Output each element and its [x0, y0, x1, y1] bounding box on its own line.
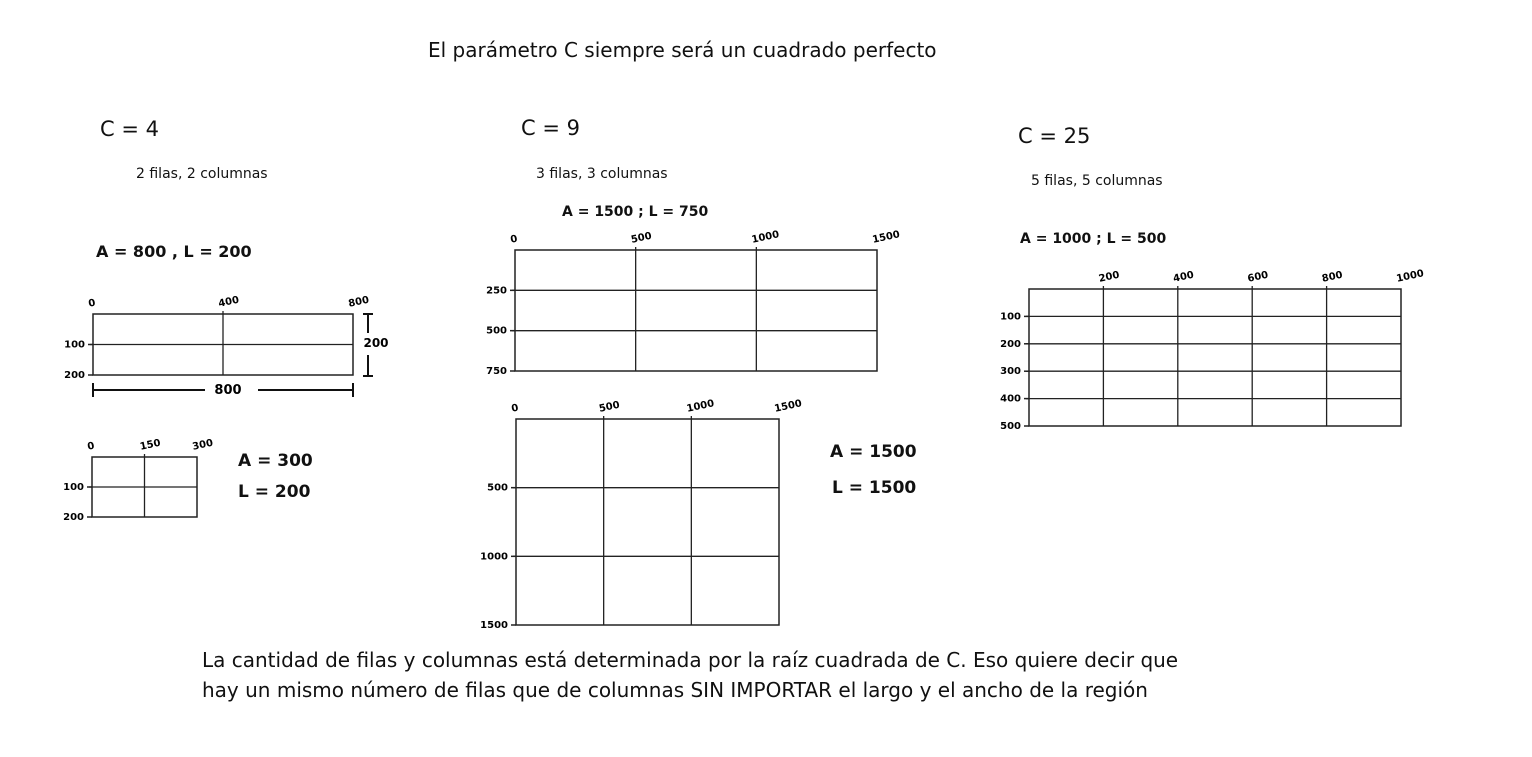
grid4-x-tick-label: 500 — [598, 399, 621, 415]
grid2-y-tick-label: 200 — [63, 512, 84, 523]
grid5-x-tick-label: 600 — [1246, 269, 1270, 285]
grid4-y-tick-label: 1500 — [480, 620, 508, 631]
footer-line-2: hay un mismo número de filas que de columnas SIN IMPORTAR el largo y el ancho de la región — [202, 678, 1148, 702]
grid5-y-tick-label: 100 — [1000, 311, 1021, 323]
grid3-x-tick-label: 1500 — [871, 229, 901, 246]
grid5-x-tick-label: 800 — [1321, 269, 1344, 285]
grid1-width-annotation: 800 — [214, 383, 242, 398]
grid2-x-tick-label: 150 — [138, 437, 162, 453]
grid2-x-tick-label: 300 — [191, 437, 215, 453]
grid1-x-tick-label: 0 — [87, 297, 97, 310]
grid1-y-tick-label: 100 — [64, 339, 85, 351]
grid1-x-tick-label: 800 — [347, 294, 371, 310]
grid3-border — [515, 250, 877, 371]
grid4-x-tick-label: 0 — [510, 402, 520, 415]
grid2-height-label: L = 200 — [238, 482, 311, 502]
grid1-height-annotation: 200 — [363, 336, 389, 350]
grid4-y-tick-label: 1000 — [480, 551, 508, 563]
footer-line-1: La cantidad de filas y columnas está determinada por la raíz cuadrada de C. Eso quiere decir que — [202, 648, 1179, 672]
grid1-y-tick-label: 200 — [64, 370, 85, 381]
grid2-width-label: A = 300 — [238, 451, 313, 471]
grid5-y-tick-label: 400 — [1000, 393, 1021, 405]
grid4-x-tick-label: 1000 — [685, 398, 716, 415]
grid3-y-tick-label: 500 — [486, 325, 507, 337]
grid5-x-tick-label: 400 — [1172, 269, 1195, 285]
grid4-x-tick-label: 1500 — [773, 398, 803, 415]
grid5-border — [1029, 289, 1401, 426]
grid5-y-tick-label: 500 — [1000, 421, 1021, 432]
grid2-x-tick-label: 0 — [86, 440, 96, 453]
grid3-x-tick-label: 1000 — [750, 229, 781, 246]
grid5-y-tick-label: 300 — [1000, 366, 1021, 378]
grid3-y-tick-label: 250 — [486, 285, 507, 297]
grid3-dims-label: A = 1500 ; L = 750 — [562, 204, 709, 220]
grid2-y-tick-label: 100 — [63, 482, 84, 493]
example-c25-label: C = 25 — [1018, 124, 1091, 148]
grid5-y-tick-label: 200 — [1000, 338, 1021, 350]
example-c9-rows-cols: 3 filas, 3 columnas — [536, 166, 668, 182]
diagram-title: El parámetro C siempre será un cuadrado perfecto — [428, 38, 937, 62]
grid1-dims-label: A = 800 , L = 200 — [96, 242, 252, 261]
example-c4-label: C = 4 — [100, 117, 159, 141]
grid4-width-label: A = 1500 — [830, 442, 917, 462]
example-c4-rows-cols: 2 filas, 2 columnas — [136, 166, 268, 182]
grid3-y-tick-label: 750 — [486, 366, 507, 377]
grid4-y-tick-label: 500 — [487, 482, 508, 494]
grid5-dims-label: A = 1000 ; L = 500 — [1020, 231, 1167, 247]
grid4-border — [516, 419, 779, 625]
example-c9-label: C = 9 — [521, 116, 580, 140]
grid3-x-tick-label: 500 — [630, 230, 653, 246]
grid3-x-tick-label: 0 — [509, 233, 519, 246]
example-c25-rows-cols: 5 filas, 5 columnas — [1031, 173, 1163, 189]
grid4-height-label: L = 1500 — [832, 478, 917, 498]
grid5-x-tick-label: 200 — [1097, 269, 1121, 285]
grid5-x-tick-label: 1000 — [1395, 268, 1425, 285]
grid1-x-tick-label: 400 — [217, 294, 241, 310]
